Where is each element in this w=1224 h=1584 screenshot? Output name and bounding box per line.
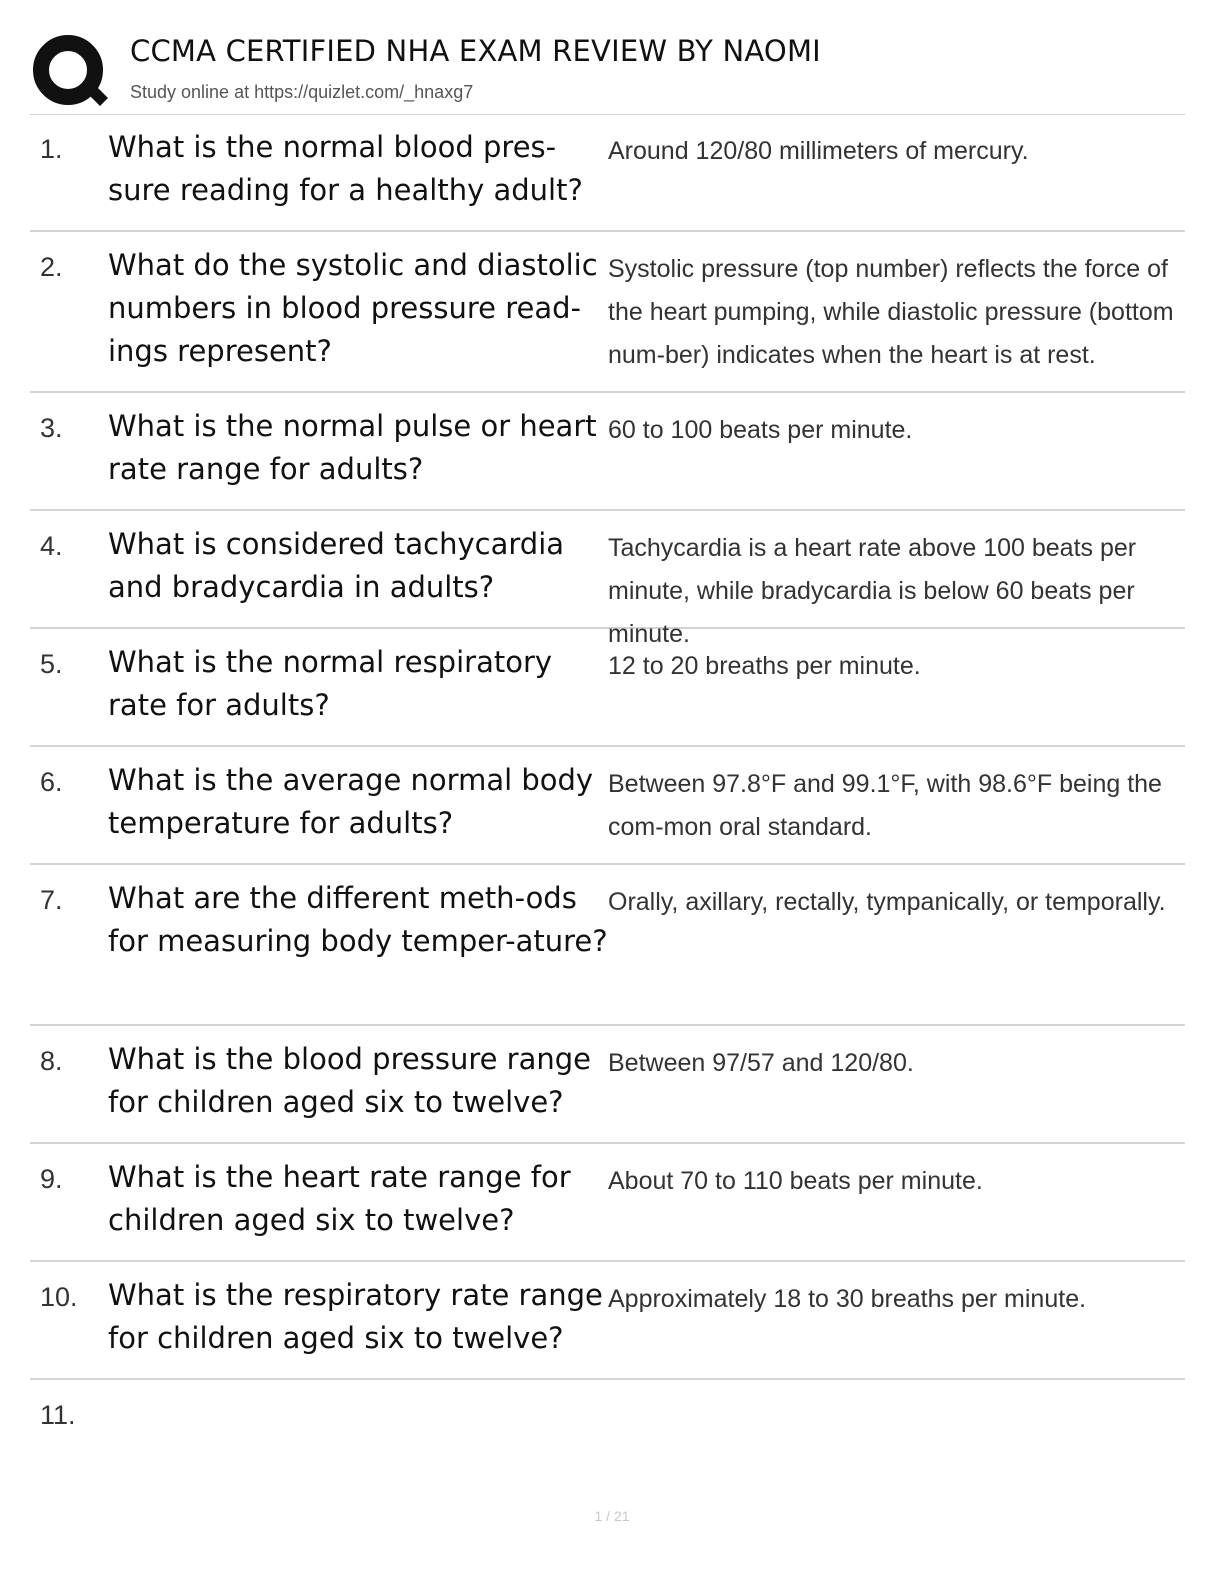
card-number: 4.: [40, 531, 63, 561]
card-number: 3.: [40, 413, 63, 443]
flashcard-row: [30, 511, 1185, 648]
card-definition: Tachycardia is a heart rate above 100 beats per minute, while bradycardia is below 60 beats per minute.: [608, 534, 1137, 648]
card-term: What is the normal respiratory rate for adults?: [108, 645, 553, 722]
card-term: What are the different meth-ods for measuring body temper-ature?: [108, 881, 608, 958]
card-definition: Around 120/80 millimeters of mercury.: [608, 137, 1029, 165]
flashcard-row: [30, 629, 1185, 747]
study-online-link[interactable]: Study online at https://quizlet.com/_hnaxg7: [130, 82, 474, 102]
flashcard-row: [30, 865, 1185, 1026]
card-definition: Approximately 18 to 30 breaths per minute.: [608, 1285, 1087, 1313]
card-definition: Between 97/57 and 120/80.: [608, 1049, 914, 1077]
flashcard-list: [30, 114, 1185, 1470]
card-number: 5.: [40, 649, 63, 679]
card-term: What do the systolic and diastolic numbers in blood pressure read-ings represent?: [108, 248, 598, 368]
flashcard-row: [30, 1380, 1185, 1470]
card-number: 6.: [40, 767, 63, 797]
card-definition: Orally, axillary, rectally, tympanically, or temporally.: [608, 888, 1166, 916]
card-number: 1.: [40, 134, 63, 164]
card-term: What is the normal pulse or heart rate range for adults?: [108, 409, 597, 486]
card-number: 2.: [40, 252, 63, 282]
flashcard-row: [30, 393, 1185, 511]
card-term: What is the respiratory rate range for children aged six to twelve?: [108, 1278, 603, 1355]
card-number: 10.: [40, 1282, 78, 1312]
page-header: [30, 28, 1185, 115]
card-term: What is the average normal body temperature for adults?: [108, 763, 594, 840]
card-term: What is the heart rate range for children aged six to twelve?: [108, 1160, 571, 1237]
flashcard-row: [30, 1144, 1185, 1262]
card-definition: Systolic pressure (top number) reflects the force of the heart pumping, while diastolic pressure (bottom num-ber) indicates when the heart is at rest.: [608, 255, 1174, 369]
card-number: 8.: [40, 1046, 63, 1076]
card-number: 7.: [40, 885, 63, 915]
card-definition: About 70 to 110 beats per minute.: [608, 1167, 983, 1195]
flashcard-row: [30, 232, 1185, 393]
card-term: What is considered tachycardia and bradycardia in adults?: [108, 527, 565, 604]
flashcard-row: [30, 747, 1185, 865]
page-title: CCMA CERTIFIED NHA EXAM REVIEW BY NAOMI: [130, 34, 821, 68]
quizlet-q-logo-icon: [30, 32, 110, 112]
flashcard-row: [30, 1262, 1185, 1380]
card-definition: 12 to 20 breaths per minute.: [608, 652, 921, 680]
card-definition: 60 to 100 beats per minute.: [608, 416, 913, 444]
card-definition: Between 97.8°F and 99.1°F, with 98.6°F being the com-mon oral standard.: [608, 770, 1162, 841]
flashcard-row: [30, 1026, 1185, 1144]
card-number: 11.: [40, 1400, 76, 1430]
card-term: What is the normal blood pres-sure reading for a healthy adult?: [108, 130, 583, 207]
card-number: 9.: [40, 1164, 63, 1194]
flashcard-row: [30, 114, 1185, 232]
page-number: 1 / 21: [594, 1508, 630, 1524]
card-term: What is the blood pressure range for children aged six to twelve?: [108, 1042, 591, 1119]
